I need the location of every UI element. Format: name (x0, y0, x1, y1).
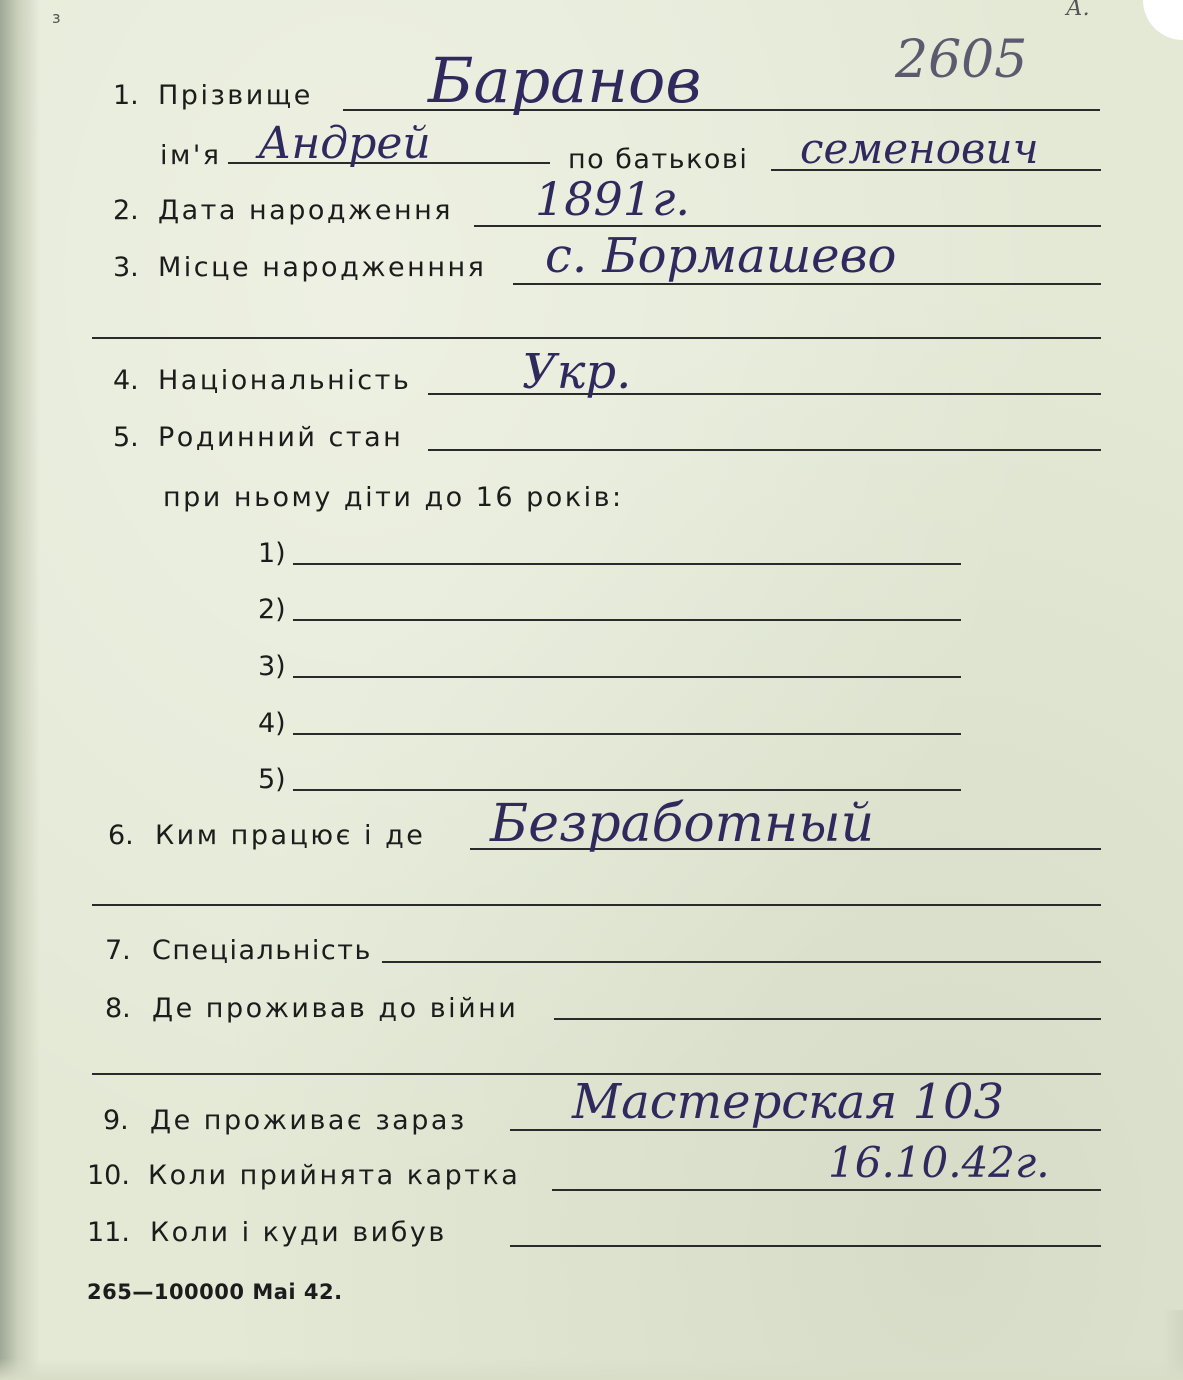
child-number: 5) (258, 764, 286, 795)
departure-label: Коли і куди вибув (150, 1217, 447, 1248)
card-left-edge (0, 0, 40, 1380)
surname-label: Прізвище (158, 80, 313, 111)
child-line-2 (293, 619, 961, 621)
field-number: 8. (105, 993, 131, 1024)
given-name-label: ім'я (160, 140, 222, 171)
child-number: 2) (258, 594, 286, 625)
patronymic-value: семенович (800, 124, 1039, 173)
field-number: 11. (87, 1217, 130, 1248)
birth-date-value: 1891г. (535, 172, 690, 226)
field-number: 4. (113, 365, 139, 396)
print-code: 265—100000 Mai 42. (87, 1280, 343, 1304)
child-number: 1) (258, 538, 286, 569)
nationality-label: Національність (158, 365, 412, 396)
current-residence-value: Мастерская 103 (572, 1074, 1005, 1130)
occupation-line-2 (92, 904, 1101, 906)
card-corner (1143, 0, 1183, 40)
child-number: 4) (258, 708, 286, 739)
patronymic-label: по батькові (568, 144, 749, 175)
departure-line (510, 1245, 1101, 1247)
field-number: 1. (113, 80, 139, 111)
prewar-residence-label: Де проживав до війни (152, 993, 519, 1024)
field-number: 6. (108, 820, 134, 851)
card-accepted-line (552, 1189, 1101, 1191)
occupation-label: Ким працює і де (155, 820, 426, 851)
field-number: 3. (113, 252, 139, 283)
specialty-label: Спеціальність (152, 935, 372, 966)
child-line-1 (293, 563, 961, 565)
birth-date-label: Дата народження (158, 195, 454, 226)
current-residence-label: Де проживає зараз (150, 1105, 467, 1136)
field-number: 7. (105, 935, 131, 966)
card-number: 2605 (895, 30, 1028, 90)
field-number: 9. (103, 1105, 129, 1136)
birth-place-value: с. Бормашево (545, 228, 897, 284)
marital-status-line (428, 449, 1101, 451)
given-name-value: Андрей (258, 118, 431, 169)
field-number: 5. (113, 422, 139, 453)
occupation-value: Безработный (490, 794, 875, 854)
child-line-5 (293, 789, 961, 791)
card-accepted-label: Коли прийнята картка (148, 1160, 521, 1191)
field-number: 10. (87, 1160, 130, 1191)
children-label: при ньому діти до 16 років: (163, 482, 624, 513)
card-accepted-value: 16.10.42г. (828, 1138, 1050, 1187)
corner-mark-left: з (52, 8, 61, 27)
marital-status-label: Родинний стан (158, 422, 404, 453)
child-number: 3) (258, 651, 286, 682)
surname-value: Баранов (428, 44, 702, 117)
nationality-value: Укр. (522, 344, 632, 400)
corner-mark-right: А. (1066, 0, 1090, 21)
child-line-3 (293, 676, 961, 678)
specialty-line (382, 961, 1101, 963)
birth-place-label: Місце народженння (158, 252, 487, 283)
card-bottom-edge (0, 1358, 1183, 1380)
birth-place-line-2 (92, 337, 1101, 339)
prewar-residence-line (554, 1018, 1101, 1020)
field-number: 2. (113, 195, 139, 226)
child-line-4 (293, 733, 961, 735)
